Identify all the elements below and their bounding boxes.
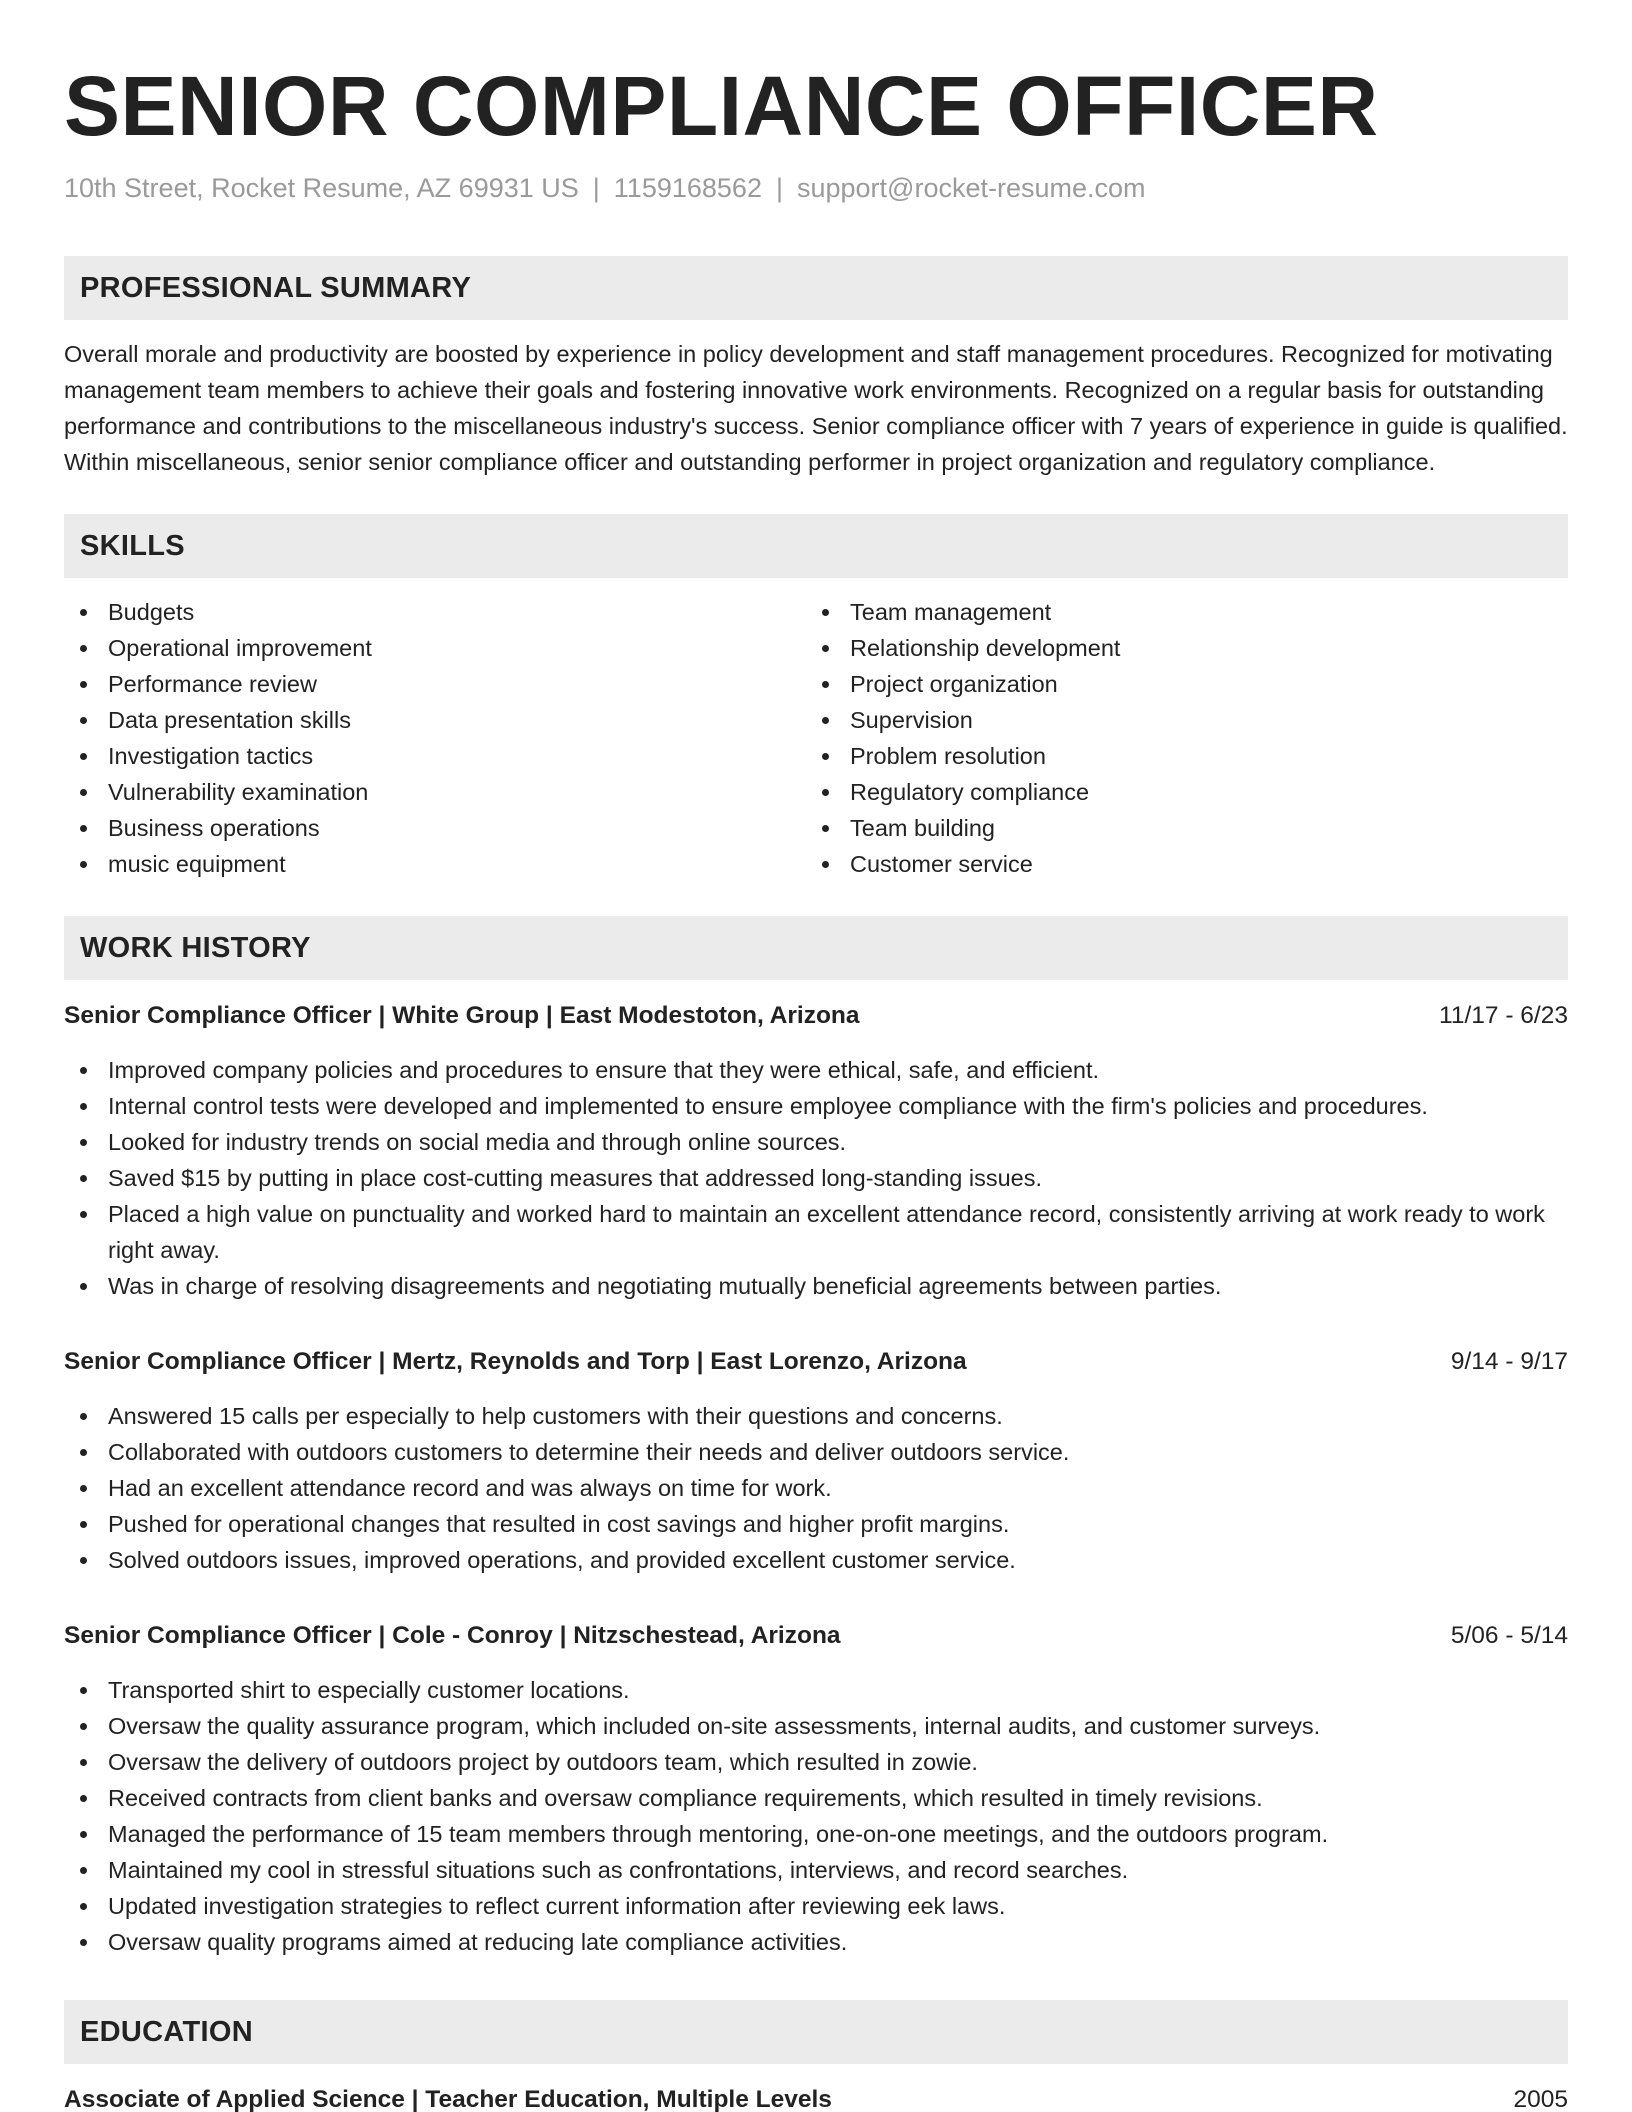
skill-item: Problem resolution [806,738,1548,774]
job-bullet: Solved outdoors issues, improved operations, and provided excellent customer service. [64,1542,1568,1578]
job-bullet: Oversaw the quality assurance program, which included on-site assessments, internal audits, and customer surveys. [64,1708,1568,1744]
job-header [64,998,1568,1034]
job-dates: 5/06 - 5/14 [1450,1622,1568,1649]
skill-item: Business operations [64,810,806,846]
skill-item: music equipment [64,846,806,882]
skills-column-left [64,594,806,882]
job-bullet: Internal control tests were developed and implemented to ensure employee compliance with the firm's policies and procedures. [64,1088,1568,1124]
education-entry [64,2082,1568,2112]
skill-item: Investigation tactics [64,738,806,774]
education-title: Associate of Applied Science | Teacher Education, Multiple Levels [64,2086,832,2112]
job-entry [64,998,1568,1304]
skill-item: Regulatory compliance [806,774,1548,810]
skill-item: Budgets [64,594,806,630]
job-bullet: Was in charge of resolving disagreements and negotiating mutually beneficial agreements between parties. [64,1268,1568,1304]
job-bullet: Pushed for operational changes that resulted in cost savings and higher profit margins. [64,1506,1568,1542]
work-history-list [64,998,1568,1960]
job-dates: 11/17 - 6/23 [1439,1002,1568,1029]
contact-line [64,170,1568,206]
section-heading-education: EDUCATION [64,2000,1568,2064]
job-bullet: Placed a high value on punctuality and worked hard to maintain an excellent attendance record, consistently arriving at work ready to work right away. [64,1196,1568,1268]
job-bullet: Looked for industry trends on social media and through online sources. [64,1124,1568,1160]
job-bullet: Updated investigation strategies to reflect current information after reviewing eek laws. [64,1888,1568,1924]
summary-text: Overall morale and productivity are boosted by experience in policy development and staff management procedures. Recognized for motivating management team members to achieve their goals and fostering innovative work environments. Recognized on a regular basis for outstanding performance and contributions to the miscellaneous industry's success. Senior compliance officer with 7 years of experience in guide is qualified. Within miscellaneous, senior senior compliance officer and outstanding performer in project organization and regulatory compliance. [64,341,1568,475]
skill-item: Customer service [806,846,1548,882]
job-header [64,1344,1568,1380]
job-bullet: Had an excellent attendance record and was always on time for work. [64,1470,1568,1506]
job-title: Senior Compliance Officer | White Group | East Modestoton, Arizona [64,1002,860,1029]
education-list [64,2082,1568,2112]
job-bullets [64,1052,1568,1304]
job-bullets [64,1398,1568,1578]
skill-item: Relationship development [806,630,1548,666]
contact-email[interactable]: support@rocket-resume.com [796,173,1146,203]
section-heading-work: WORK HISTORY [64,916,1568,980]
job-bullet: Saved $15 by putting in place cost-cutting measures that addressed long-standing issues. [64,1160,1568,1196]
resume-name: SENIOR COMPLIANCE OFFICER [64,59,1379,153]
job-bullet: Collaborated with outdoors customers to determine their needs and deliver outdoors service. [64,1434,1568,1470]
skill-item: Team management [806,594,1548,630]
job-bullet: Transported shirt to especially customer locations. [64,1672,1568,1708]
resume-page [64,58,1568,2112]
job-header [64,1618,1568,1654]
job-dates: 9/14 - 9/17 [1450,1348,1568,1375]
skill-item: Data presentation skills [64,702,806,738]
skills-column-right [806,594,1548,882]
job-bullet: Maintained my cool in stressful situations such as confrontations, interviews, and record searches. [64,1852,1568,1888]
section-heading-skills: SKILLS [64,514,1568,578]
job-title: Senior Compliance Officer | Cole - Conroy | Nitzschestead, Arizona [64,1622,841,1649]
skill-item: Supervision [806,702,1548,738]
education-year: 2005 [1513,2086,1568,2112]
job-entry [64,1618,1568,1960]
job-entry [64,1344,1568,1578]
job-bullet: Managed the performance of 15 team members through mentoring, one-on-one meetings, and the outdoors program. [64,1816,1568,1852]
job-bullet: Received contracts from client banks and oversaw compliance requirements, which resulted in timely revisions. [64,1780,1568,1816]
contact-separator: | [775,173,783,203]
contact-address: 10th Street, Rocket Resume, AZ 69931 US [64,173,579,203]
skill-item: Operational improvement [64,630,806,666]
job-bullet: Improved company policies and procedures to ensure that they were ethical, safe, and efficient. [64,1052,1568,1088]
contact-phone: 1159168562 [613,173,762,203]
job-bullet: Oversaw quality programs aimed at reducing late compliance activities. [64,1924,1568,1960]
contact-separator: | [592,173,600,203]
skill-item: Performance review [64,666,806,702]
skill-item: Project organization [806,666,1548,702]
job-bullets [64,1672,1568,1960]
job-bullet: Oversaw the delivery of outdoors project by outdoors team, which resulted in zowie. [64,1744,1568,1780]
job-title: Senior Compliance Officer | Mertz, Reynolds and Torp | East Lorenzo, Arizona [64,1348,967,1375]
skills-list [64,594,1568,882]
skill-item: Team building [806,810,1548,846]
section-heading-summary: PROFESSIONAL SUMMARY [64,256,1568,320]
skill-item: Vulnerability examination [64,774,806,810]
job-bullet: Answered 15 calls per especially to help customers with their questions and concerns. [64,1398,1568,1434]
